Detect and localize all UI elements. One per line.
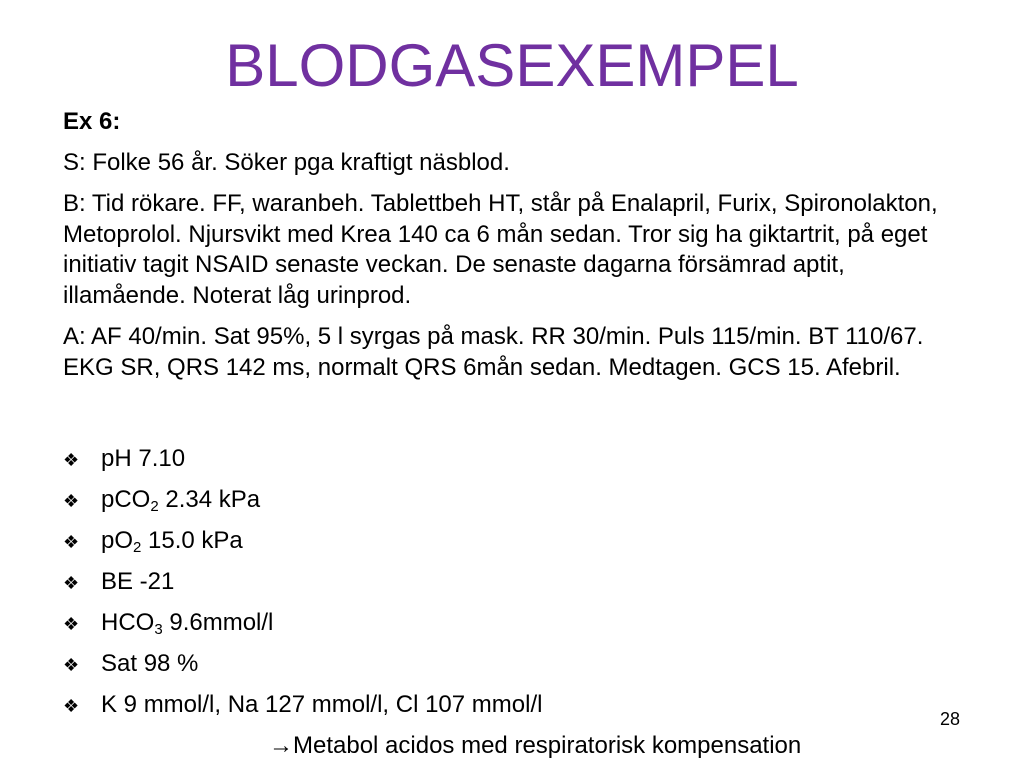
diamond-clover-bullet-icon: ❖ [63,532,80,552]
lab-result-text: K 9 mmol/l, Na 127 mmol/l, Cl 107 mmol/l [101,691,543,718]
lab-result-text: Sat 98 % [101,650,199,677]
case-subjective: S: Folke 56 år. Söker pga kraftigt näsblod. [63,149,510,176]
lab-result-item [63,608,542,649]
lab-result-text: pCO$_2$ 2.34 kPa [101,486,261,515]
diamond-clover-bullet-icon: ❖ [63,573,80,593]
lab-result-text: $HCO_3$ 9.6mmol/l [101,609,274,638]
case-background: B: Tid rökare. FF, waranbeh. Tablettbeh HT, står på Enalapril, Furix, Spironolakton, Metoprolol. Njursvikt med Krea 140 ca 6 mån sedan. Tror sig ha giktartrit, på eget initiativ tagit NSAID senaste veckan. De senaste dagarna försämrad aptit, illamående. Noterat låg urinprod. [63,190,938,309]
lab-result-item [63,526,542,567]
case-heading: Ex 6: [63,108,121,135]
diamond-clover-bullet-icon: ❖ [63,696,80,716]
lab-result-item [63,567,542,608]
lab-result-item [63,649,542,690]
diamond-clover-bullet-icon: ❖ [63,655,80,675]
diamond-clover-bullet-icon: ❖ [63,450,80,470]
right-arrow-icon: → [269,732,293,759]
conclusion-text: Metabol acidos med respiratorisk kompensation [293,732,802,759]
diamond-clover-bullet-icon: ❖ [63,614,80,634]
diamond-clover-bullet-icon: ❖ [63,491,80,511]
slide-title: BLODGASEXEMPEL [225,32,799,99]
lab-result-item [63,444,542,485]
lab-result-text: pH 7.10 [101,445,186,472]
lab-result-text: BE -21 [101,568,175,595]
lab-result-item [63,485,542,526]
lab-result-item [63,690,542,731]
slide-number: 28 [940,709,961,729]
lab-result-text: $pO_2$ 15.0 kPa [101,527,243,556]
lab-results-list [63,444,542,731]
case-assessment: A: AF 40/min. Sat 95%, 5 l syrgas på mask. RR 30/min. Puls 115/min. BT 110/67. EKG SR, QRS 142 ms, normalt QRS 6mån sedan. Medtagen. GCS 15. Afebril. [63,323,924,381]
conclusion [269,731,801,761]
case-description [63,107,963,394]
